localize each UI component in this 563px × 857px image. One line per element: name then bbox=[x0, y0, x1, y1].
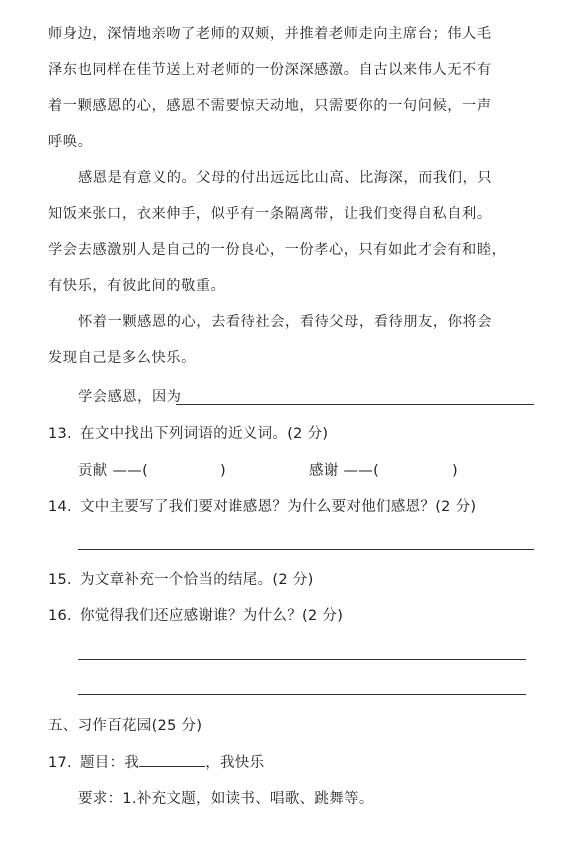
question-17-number: 17. bbox=[48, 755, 72, 771]
question-15 bbox=[48, 570, 314, 590]
question-13-word1: 贡献 ——( bbox=[78, 463, 149, 479]
question-13-word2-close: ) bbox=[452, 463, 458, 479]
question-13-word1-close: ) bbox=[220, 463, 226, 479]
answer-blank-because[interactable] bbox=[176, 404, 534, 405]
passage-line-1: 师身边，深情地亲吻了老师的双颊，并推着老师走向主席台；伟人毛 bbox=[48, 26, 492, 42]
passage-line-6: 知饭来张口，衣来伸手，似乎有一条隔离带，让我们变得自私自利。 bbox=[48, 206, 492, 222]
passage-line-3: 着一颗感恩的心，感恩不需要惊天动地，只需要你的一句问候，一声 bbox=[48, 98, 492, 114]
passage-line-11: 学会感恩，因为 bbox=[78, 389, 182, 405]
question-16 bbox=[48, 606, 343, 626]
passage-line-5: 感恩是有意义的。父母的付出远远比山高、比海深，而我们，只 bbox=[78, 170, 493, 186]
question-14-number: 14. bbox=[48, 499, 72, 515]
passage-line-4: 呼唤。 bbox=[48, 134, 93, 150]
question-16-number: 16. bbox=[48, 608, 72, 624]
question-17 bbox=[48, 752, 264, 773]
question-17-requirement: 要求：1.补充文题，如读书、唱歌、跳舞等。 bbox=[78, 791, 374, 807]
question-13-number: 13. bbox=[48, 426, 72, 442]
question-13-word2: 感谢 ——( bbox=[309, 463, 380, 479]
answer-line-q16-1[interactable] bbox=[78, 659, 526, 660]
passage-line-9: 怀着一颗感恩的心，去看待社会，看待父母，看待朋友，你将会 bbox=[78, 314, 493, 330]
answer-line-q14[interactable] bbox=[78, 549, 534, 550]
section-5-title: 五、习作百花园(25 分) bbox=[48, 718, 203, 734]
question-15-number: 15. bbox=[48, 572, 72, 588]
passage-line-7: 学会去感激别人是自己的一份良心，一份孝心，只有如此才会有和睦， bbox=[48, 242, 507, 258]
answer-line-q16-2[interactable] bbox=[78, 694, 526, 695]
question-17-suffix: ，我快乐 bbox=[205, 755, 265, 771]
question-13 bbox=[48, 424, 328, 444]
passage-line-10: 发现自己是多么快乐。 bbox=[48, 350, 196, 366]
question-15-text: 为文章补充一个恰当的结尾。(2 分) bbox=[80, 572, 314, 588]
title-blank[interactable] bbox=[139, 752, 205, 767]
question-17-prefix: 题目：我 bbox=[80, 755, 140, 771]
passage-line-8: 有快乐，有彼此间的敬重。 bbox=[48, 278, 226, 294]
question-13-text: 在文中找出下列词语的近义词。(2 分) bbox=[80, 426, 329, 442]
question-14 bbox=[48, 497, 476, 517]
passage-line-2: 泽东也同样在佳节送上对老师的一份深深感激。自古以来伟人无不有 bbox=[48, 62, 492, 78]
question-16-text: 你觉得我们还应感谢谁？为什么？(2 分) bbox=[80, 608, 344, 624]
question-14-text: 文中主要写了我们要对谁感恩？为什么要对他们感恩？(2 分) bbox=[80, 499, 477, 515]
